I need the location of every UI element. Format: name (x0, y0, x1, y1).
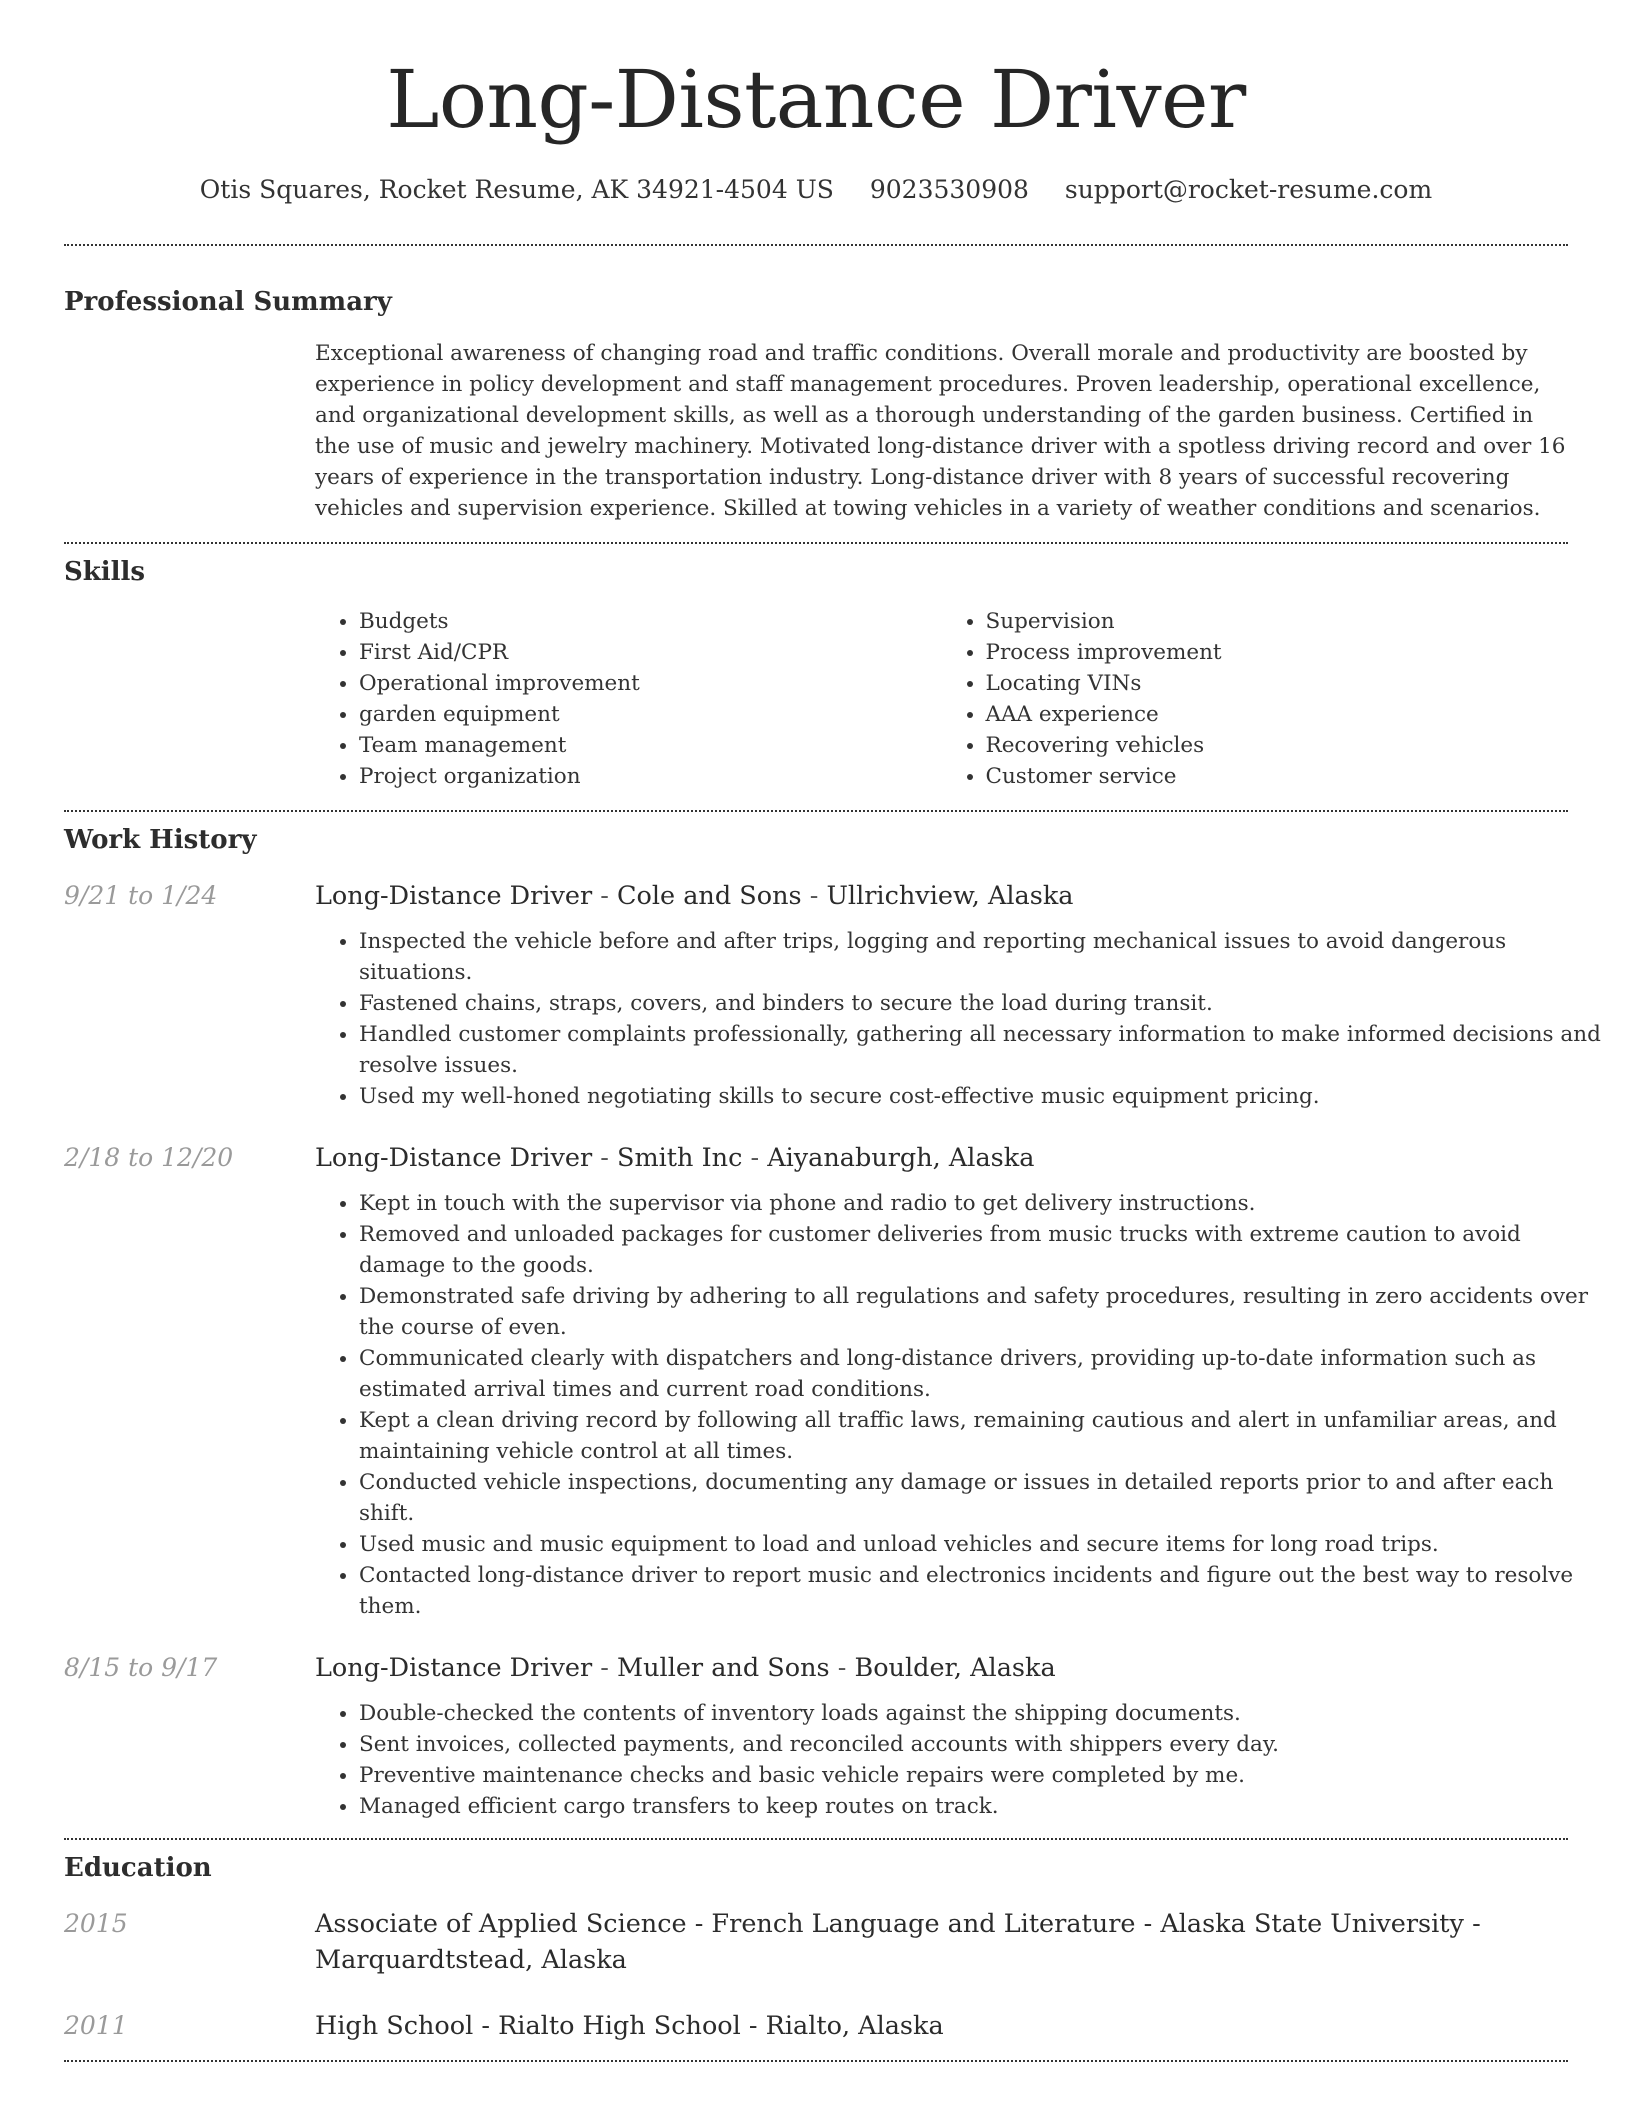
job-heading: Long-Distance Driver - Smith Inc - Aiyanaburgh, Alaska (315, 1143, 1035, 1173)
job-bullet: • Inspected the vehicle before and after trips, logging and reporting mechanical issues to avoid dangerous situations. (359, 926, 1612, 988)
job-bullet: • Contacted long-distance driver to report music and electronics incidents and figure out the best way to resolve them. (359, 1560, 1612, 1622)
job-bullet: • Demonstrated safe driving by adhering to all regulations and safety procedures, resulting in zero accidents over the course of even. (359, 1281, 1612, 1343)
job-bullet: • Removed and unloaded packages for customer deliveries from music trucks with extreme caution to avoid damage to the goods. (359, 1219, 1612, 1281)
job-bullets (315, 1698, 1612, 1822)
job-bullet: • Kept in touch with the supervisor via phone and radio to get delivery instructions. (359, 1188, 1612, 1219)
section-divider (64, 542, 1568, 544)
skill-item: • First Aid/CPR (359, 637, 942, 668)
education-entry (64, 1906, 1568, 1978)
job-location: Ullrichview, Alaska (826, 881, 1074, 911)
job-bullet: • Communicated clearly with dispatchers and long-distance drivers, providing up-to-date information such as estimated arrival times and current road conditions. (359, 1343, 1612, 1405)
job-location: Aiyanaburgh, Alaska (767, 1143, 1035, 1173)
job-entry (64, 1650, 1568, 1686)
address-text: Otis Squares, Rocket Resume, AK 34921-4504 US (199, 175, 834, 204)
education-year: 2011 (64, 2011, 128, 2040)
education-entry (64, 2008, 1568, 2044)
job-bullet: • Preventive maintenance checks and basic vehicle repairs were completed by me. (359, 1760, 1612, 1791)
job-bullet: • Sent invoices, collected payments, and reconciled accounts with shippers every day. (359, 1729, 1612, 1760)
job-bullet: • Handled customer complaints professionally, gathering all necessary information to make informed decisions and resolve issues. (359, 1019, 1612, 1081)
section-divider (64, 810, 1568, 812)
job-role: Long-Distance Driver (315, 1143, 593, 1173)
summary-text: Exceptional awareness of changing road and traffic conditions. Overall morale and productivity are boosted by experience in policy development and staff management procedures. Proven leadership, operational excellence, and organizational development skills, as well as a thorough understanding of the garden business. Certified in the use of music and jewelry machinery. Motivated long-distance driver with a spotless driving record and over 16 years of experience in the transportation industry. Long-distance driver with 8 years of successful recovering vehicles and supervision experience. Skilled at towing vehicles in a variety of weather conditions and scenarios. (315, 341, 1566, 521)
resume-name: Long-Distance Driver (386, 53, 1246, 146)
skill-item: • Process improvement (986, 637, 1569, 668)
job-bullet: • Fastened chains, straps, covers, and binders to secure the load during transit. (359, 988, 1612, 1019)
job-bullet: • Managed efficient cargo transfers to keep routes on track. (359, 1791, 1612, 1822)
job-bullet: • Double-checked the contents of inventory loads against the shipping documents. (359, 1698, 1612, 1729)
section-divider (64, 244, 1568, 246)
job-location: Boulder, Alaska (854, 1653, 1056, 1683)
skills-title: Skills (64, 557, 146, 587)
skills-columns (315, 606, 1568, 792)
skills-list-left (315, 606, 942, 792)
skill-item: • Recovering vehicles (986, 730, 1569, 761)
skill-item: • Customer service (986, 761, 1569, 792)
job-heading: Long-Distance Driver - Cole and Sons - Ullrichview, Alaska (315, 881, 1074, 911)
skill-item: • Team management (359, 730, 942, 761)
resume-page (64, 0, 1601, 2062)
section-divider (64, 1838, 1568, 1840)
job-bullet: • Used my well-honed negotiating skills to secure cost-effective music equipment pricing. (359, 1081, 1612, 1112)
job-dates: 9/21 to 1/24 (64, 881, 218, 910)
skill-item: • Operational improvement (359, 668, 942, 699)
summary-title: Professional Summary (64, 287, 392, 317)
skill-item: • AAA experience (986, 699, 1569, 730)
work-history-title: Work History (64, 825, 257, 855)
section-divider (64, 2060, 1568, 2062)
skill-item: • Supervision (986, 606, 1569, 637)
job-role: Long-Distance Driver (315, 1653, 593, 1683)
education-text: High School - Rialto High School - Rialto, Alaska (315, 2011, 944, 2041)
job-bullet: • Used music and music equipment to load and unload vehicles and secure items for long road trips. (359, 1529, 1612, 1560)
job-dates: 8/15 to 9/17 (64, 1653, 218, 1682)
job-bullet: • Kept a clean driving record by following all traffic laws, remaining cautious and alert in unfamiliar areas, and maintaining vehicle control at all times. (359, 1405, 1612, 1467)
job-bullet: • Conducted vehicle inspections, documenting any damage or issues in detailed reports prior to and after each shift. (359, 1467, 1612, 1529)
job-entry (64, 1140, 1568, 1176)
skill-item: • garden equipment (359, 699, 942, 730)
skills-list-right (942, 606, 1569, 792)
job-bullets (315, 1188, 1612, 1622)
job-entry (64, 878, 1568, 914)
skill-item: • Budgets (359, 606, 942, 637)
contact-line (64, 174, 1568, 206)
education-year: 2015 (64, 1909, 128, 1938)
education-text: Associate of Applied Science - French Language and Literature - Alaska State University - Marquardtstead, Alaska (315, 1909, 1481, 1975)
skill-item: • Locating VINs (986, 668, 1569, 699)
job-company: Cole and Sons (617, 881, 802, 911)
job-heading: Long-Distance Driver - Muller and Sons - Boulder, Alaska (315, 1653, 1056, 1683)
email-text: support@rocket-resume.com (1064, 175, 1433, 204)
job-company: Muller and Sons (617, 1653, 830, 1683)
job-dates: 2/18 to 12/20 (64, 1143, 234, 1172)
education-title: Education (64, 1853, 212, 1883)
job-bullets (315, 926, 1612, 1112)
phone-text: 9023530908 (869, 175, 1029, 204)
job-role: Long-Distance Driver (315, 881, 593, 911)
job-company: Smith Inc (617, 1143, 743, 1173)
skill-item: • Project organization (359, 761, 942, 792)
